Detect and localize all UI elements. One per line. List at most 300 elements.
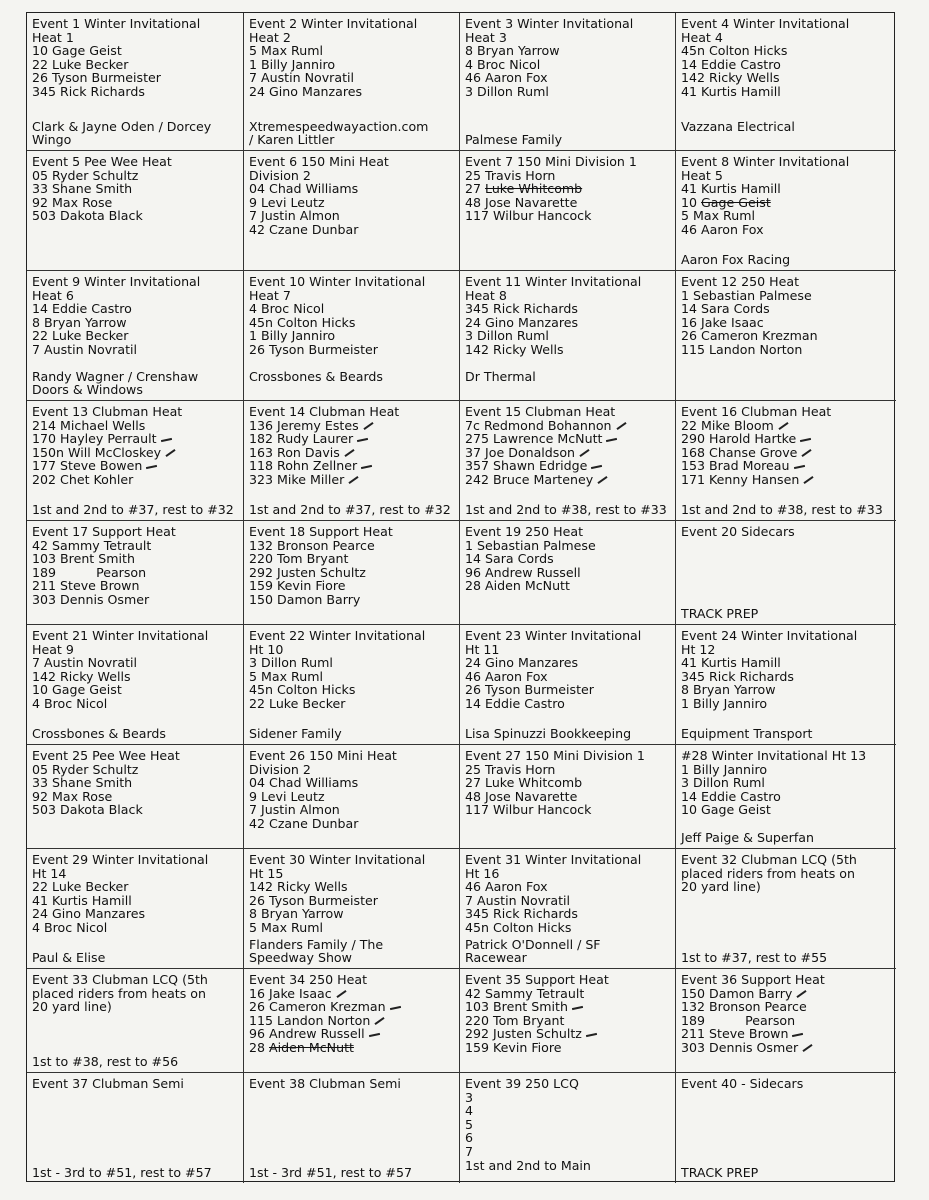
rider-line xyxy=(465,71,670,85)
rider-text: 4 Broc Nicol xyxy=(465,56,541,72)
rider-line xyxy=(465,697,670,711)
event-cell xyxy=(676,1073,896,1183)
rider-line xyxy=(681,44,891,58)
rider-line xyxy=(32,987,238,1001)
rider-text: 4 Broc Nicol xyxy=(249,301,325,317)
event-title: Event 12 250 Heat xyxy=(681,274,800,289)
rider-text: 345 Rick Richards xyxy=(465,906,578,922)
rider-line xyxy=(681,302,891,316)
rider-line xyxy=(465,921,670,935)
rider-line xyxy=(249,343,454,357)
rider-text: 220 Tom Bryant xyxy=(249,551,349,567)
rider-line xyxy=(249,987,454,1001)
sponsor-line: TRACK PREP xyxy=(681,1165,759,1181)
rider-text: 14 Sara Cords xyxy=(681,301,770,317)
event-cell xyxy=(460,1073,676,1183)
rider-line xyxy=(681,1041,891,1055)
rider-text: 503 Dakota Black xyxy=(32,802,143,818)
event-cell xyxy=(27,271,244,401)
rider-text: 150 Damon Barry xyxy=(681,985,793,1001)
rider-line xyxy=(681,763,891,777)
rider-text: 45n Colton Hicks xyxy=(249,314,356,330)
rider-text: 189 Pearson xyxy=(32,564,147,580)
rider-text: 96 Andrew Russell xyxy=(465,564,581,580)
rider-line xyxy=(32,921,238,935)
rider-line xyxy=(681,776,891,790)
handwritten-check-mark xyxy=(349,476,359,484)
rider-text: 45n Colton Hicks xyxy=(681,43,788,59)
rider-line xyxy=(32,670,238,684)
rider-line xyxy=(249,289,454,303)
rider-text: 41 Kurtis Hamill xyxy=(681,655,781,671)
rider-text: 8 Bryan Yarrow xyxy=(249,906,344,922)
handwritten-check-mark xyxy=(586,1033,597,1037)
event-cell xyxy=(244,521,460,625)
sponsor-line: Lisa Spinuzzi Bookkeeping xyxy=(465,726,632,742)
handwritten-check-mark xyxy=(616,422,626,430)
event-sponsor-note xyxy=(32,1166,239,1180)
sponsor-line: Aaron Fox Racing xyxy=(681,252,791,268)
rider-text: 345 Rick Richards xyxy=(32,83,145,99)
rider-text: 33 Shane Smith xyxy=(32,775,133,791)
event-title: Event 39 250 LCQ xyxy=(465,1076,579,1091)
rider-line xyxy=(681,987,891,1001)
event-cell xyxy=(676,271,896,401)
rider-text: 05 Ryder Schultz xyxy=(32,761,139,777)
rider-text: 117 Wilbur Hancock xyxy=(465,802,592,818)
event-cell xyxy=(676,625,896,745)
event-cell xyxy=(244,13,460,151)
rider-line xyxy=(32,1000,238,1014)
rider-line xyxy=(465,1159,670,1173)
event-title: Event 21 Winter Invitational xyxy=(32,628,209,643)
event-cell xyxy=(460,151,676,271)
rider-line xyxy=(32,907,238,921)
rider-line xyxy=(32,803,238,817)
sponsor-line: Xtremespeedwayaction.com xyxy=(249,118,429,134)
rider-text: 92 Max Rose xyxy=(32,788,113,804)
sponsor-line: Jeff Paige & Superfan xyxy=(681,830,814,846)
rider-line xyxy=(32,58,238,72)
handwritten-check-mark xyxy=(778,422,788,430)
event-sponsor-note xyxy=(465,938,671,965)
rider-line xyxy=(249,697,454,711)
handwritten-check-mark xyxy=(572,1006,583,1010)
rider-line xyxy=(249,817,454,831)
event-title: Event 8 Winter Invitational xyxy=(681,154,850,169)
rider-text: 33 Shane Smith xyxy=(32,181,133,197)
rider-text: 37 Joe Donaldson xyxy=(465,444,576,460)
event-title: Event 9 Winter Invitational xyxy=(32,274,201,289)
race-program-grid xyxy=(26,12,895,1182)
rider-line xyxy=(465,803,670,817)
event-sponsor-note xyxy=(249,503,455,517)
rider-text: 9 Levi Leutz xyxy=(249,194,325,210)
rider-line xyxy=(32,302,238,316)
rider-line xyxy=(681,209,891,223)
rider-line xyxy=(465,196,670,210)
sponsor-line: Crossbones & Beards xyxy=(249,368,383,384)
event-title: Event 5 Pee Wee Heat xyxy=(32,154,172,169)
rider-text: 3 xyxy=(465,1089,474,1105)
rider-text: Heat 2 xyxy=(249,29,291,45)
handwritten-check-mark xyxy=(804,476,814,484)
rider-line xyxy=(249,579,454,593)
rider-text: 1st and 2nd to Main xyxy=(465,1157,591,1173)
rider-line xyxy=(465,85,670,99)
sponsor-line: / Karen Littler xyxy=(249,132,335,148)
handwritten-check-mark xyxy=(361,465,372,469)
event-sponsor-note xyxy=(32,120,239,147)
rider-text: Ht 14 xyxy=(32,865,67,881)
rider-text: 10 Gage Geist xyxy=(32,682,122,698)
event-cell xyxy=(244,745,460,849)
rider-text: 04 Chad Williams xyxy=(249,775,359,791)
rider-text: Division 2 xyxy=(249,761,311,777)
sponsor-line: Patrick O'Donnell / SF xyxy=(465,936,601,952)
event-cell xyxy=(244,969,460,1073)
rider-text: 159 Kevin Fiore xyxy=(465,1039,562,1055)
rider-line xyxy=(465,1104,670,1118)
rider-text: 5 Max Ruml xyxy=(249,43,323,59)
event-title: Event 37 Clubman Semi xyxy=(32,1076,184,1091)
rider-text: 20 yard line) xyxy=(681,879,761,895)
event-title: Event 4 Winter Invitational xyxy=(681,16,850,31)
event-title: #28 Winter Invitational Ht 13 xyxy=(681,748,867,763)
rider-text: 8 Bryan Yarrow xyxy=(465,43,560,59)
rider-line xyxy=(249,182,454,196)
rider-text: 7 Justin Almon xyxy=(249,208,340,224)
rider-text: 24 Gino Manzares xyxy=(465,314,579,330)
rider-text: 24 Gino Manzares xyxy=(32,906,146,922)
rider-line xyxy=(465,1014,670,1028)
rider-line xyxy=(32,566,238,580)
rider-text: 1 Billy Janniro xyxy=(249,328,336,344)
rider-text: 1 Billy Janniro xyxy=(681,761,768,777)
rider-text: 357 Shawn Edridge xyxy=(465,458,588,474)
event-sponsor-note xyxy=(249,370,455,397)
rider-text: 28 xyxy=(249,1039,270,1055)
handwritten-check-mark xyxy=(344,449,354,457)
rider-line xyxy=(32,683,238,697)
rider-text: 150n Will McCloskey xyxy=(32,444,162,460)
rider-line xyxy=(32,329,238,343)
rider-line xyxy=(681,656,891,670)
rider-text: 5 xyxy=(465,1116,474,1132)
rider-line xyxy=(32,867,238,881)
rider-text: Heat 1 xyxy=(32,29,74,45)
rider-line xyxy=(681,867,891,881)
rider-line xyxy=(465,670,670,684)
event-cell xyxy=(244,271,460,401)
handwritten-check-mark xyxy=(579,449,589,457)
rider-text: 4 xyxy=(465,1103,474,1119)
rider-text: 14 Eddie Castro xyxy=(681,56,781,72)
rider-line xyxy=(32,473,238,487)
rider-line xyxy=(465,1145,670,1159)
event-title: Event 25 Pee Wee Heat xyxy=(32,748,180,763)
event-title: Event 30 Winter Invitational xyxy=(249,852,426,867)
rider-text: 7 Justin Almon xyxy=(249,802,340,818)
rider-text: 41 Kurtis Hamill xyxy=(681,181,781,197)
rider-text: 14 Eddie Castro xyxy=(32,301,132,317)
rider-line xyxy=(249,1027,454,1041)
rider-text: 214 Michael Wells xyxy=(32,417,146,433)
rider-text: 7c Redmond Bohannon xyxy=(465,417,612,433)
rider-text: 5 Max Ruml xyxy=(681,208,755,224)
sponsor-line: 1st and 2nd to #38, rest to #33 xyxy=(465,502,667,518)
rider-line xyxy=(32,31,238,45)
event-cell xyxy=(460,745,676,849)
event-title: Event 36 Support Heat xyxy=(681,972,825,987)
rider-text: Ht 11 xyxy=(465,641,500,657)
rider-text: 211 Steve Brown xyxy=(681,1026,789,1042)
rider-text: 10 Gage Geist xyxy=(32,43,122,59)
rider-line xyxy=(465,302,670,316)
event-title: Event 31 Winter Invitational xyxy=(465,852,642,867)
event-cell xyxy=(676,13,896,151)
rider-line xyxy=(249,302,454,316)
struck-rider-name: Gage Geist xyxy=(701,194,771,210)
event-sponsor-note xyxy=(32,727,239,741)
event-sponsor-note xyxy=(32,1055,239,1069)
rider-line xyxy=(249,790,454,804)
rider-text: 10 Gage Geist xyxy=(681,802,771,818)
rider-text: 24 Gino Manzares xyxy=(465,655,579,671)
event-sponsor-note xyxy=(681,831,892,845)
rider-line xyxy=(681,223,891,237)
rider-text: 46 Aaron Fox xyxy=(465,879,548,895)
rider-line xyxy=(465,316,670,330)
rider-text: 48 Jose Navarette xyxy=(465,194,578,210)
rider-line xyxy=(465,432,670,446)
rider-line xyxy=(32,71,238,85)
rider-text: 42 Czane Dunbar xyxy=(249,815,359,831)
struck-rider-name: Aiden McNutt xyxy=(269,1039,354,1055)
rider-text: 103 Brent Smith xyxy=(465,999,568,1015)
event-title: Event 32 Clubman LCQ (5th xyxy=(681,852,857,867)
rider-line xyxy=(681,169,891,183)
rider-line xyxy=(32,552,238,566)
rider-line xyxy=(465,880,670,894)
rider-text: 189 Pearson xyxy=(681,1012,796,1028)
event-sponsor-note xyxy=(681,120,892,147)
rider-text: 118 Rohn Zellner xyxy=(249,458,358,474)
event-cell xyxy=(27,745,244,849)
sponsor-line: Speedway Show xyxy=(249,950,352,966)
event-cell xyxy=(460,521,676,625)
rider-line xyxy=(249,539,454,553)
rider-text: 132 Bronson Pearce xyxy=(681,999,807,1015)
rider-line xyxy=(249,867,454,881)
rider-text: 16 Jake Isaac xyxy=(249,985,332,1001)
event-title: Event 22 Winter Invitational xyxy=(249,628,426,643)
rider-line xyxy=(465,867,670,881)
rider-line xyxy=(465,1091,670,1105)
rider-line xyxy=(465,566,670,580)
event-sponsor-note xyxy=(465,503,671,517)
event-title: Event 11 Winter Invitational xyxy=(465,274,642,289)
event-title: Event 29 Winter Invitational xyxy=(32,852,209,867)
rider-line xyxy=(681,790,891,804)
sponsor-line xyxy=(465,383,671,397)
rider-line xyxy=(32,446,238,460)
event-sponsor-note xyxy=(32,503,239,517)
rider-text: Ht 15 xyxy=(249,865,284,881)
rider-text: 170 Hayley Perrault xyxy=(32,431,157,447)
rider-line xyxy=(465,329,670,343)
rider-line xyxy=(32,593,238,607)
handwritten-check-mark xyxy=(591,465,602,469)
rider-text: 150 Damon Barry xyxy=(249,591,361,607)
rider-text: 48 Jose Navarette xyxy=(465,788,578,804)
rider-line xyxy=(681,329,891,343)
rider-text: 22 Luke Becker xyxy=(249,695,346,711)
event-cell xyxy=(676,521,896,625)
rider-line xyxy=(681,85,891,99)
rider-text: 1 Billy Janniro xyxy=(249,56,336,72)
rider-text: 42 Sammy Tetrault xyxy=(465,985,585,1001)
event-title: Event 23 Winter Invitational xyxy=(465,628,642,643)
rider-line xyxy=(681,71,891,85)
rider-line xyxy=(465,343,670,357)
event-cell xyxy=(27,401,244,521)
handwritten-check-mark xyxy=(375,1017,385,1025)
handwritten-check-mark xyxy=(792,1033,803,1037)
rider-line xyxy=(32,776,238,790)
rider-text: 26 Tyson Burmeister xyxy=(32,70,161,86)
handwritten-check-mark xyxy=(363,422,373,430)
rider-text: 292 Justen Schultz xyxy=(249,564,366,580)
rider-text: 24 Gino Manzares xyxy=(249,83,363,99)
rider-text: 292 Justen Schultz xyxy=(465,1026,582,1042)
rider-line xyxy=(249,71,454,85)
event-title: Event 1 Winter Invitational xyxy=(32,16,201,31)
rider-line xyxy=(681,1000,891,1014)
rider-line xyxy=(32,643,238,657)
rider-line xyxy=(32,85,238,99)
event-title: Event 14 Clubman Heat xyxy=(249,404,400,419)
rider-text: 242 Bruce Marteney xyxy=(465,471,594,487)
rider-line xyxy=(465,776,670,790)
rider-text: 22 Mike Bloom xyxy=(681,417,774,433)
rider-text: 5 Max Ruml xyxy=(249,668,323,684)
rider-text: 4 Broc Nicol xyxy=(32,919,108,935)
rider-line xyxy=(32,894,238,908)
rider-text: 22 Luke Becker xyxy=(32,879,129,895)
rider-text: 1 Sebastian Palmese xyxy=(465,537,596,553)
rider-line xyxy=(681,683,891,697)
rider-line xyxy=(465,169,670,183)
rider-text: 25 Travis Horn xyxy=(465,167,556,183)
rider-text: 22 Luke Becker xyxy=(32,328,129,344)
rider-text: 163 Ron Davis xyxy=(249,444,340,460)
rider-text: 26 Tyson Burmeister xyxy=(465,682,594,698)
rider-line xyxy=(249,880,454,894)
rider-text: 6 xyxy=(465,1130,474,1146)
handwritten-check-mark xyxy=(336,990,346,998)
rider-text: 7 Austin Novratil xyxy=(465,892,571,908)
rider-line xyxy=(681,31,891,45)
rider-text: 1 Billy Janniro xyxy=(681,695,768,711)
sponsor-line: 1st and 2nd to #38, rest to #33 xyxy=(681,502,883,518)
rider-line xyxy=(465,894,670,908)
sponsor-line: Crossbones & Beards xyxy=(32,726,166,742)
event-sponsor-note xyxy=(249,938,455,965)
event-cell xyxy=(676,745,896,849)
rider-text: 275 Lawrence McNutt xyxy=(465,431,603,447)
event-title: Event 7 150 Mini Division 1 xyxy=(465,154,637,169)
event-sponsor-note xyxy=(681,727,892,741)
event-title: Event 24 Winter Invitational xyxy=(681,628,858,643)
event-cell xyxy=(460,13,676,151)
rider-text: 41 Kurtis Hamill xyxy=(32,892,132,908)
event-title: Event 15 Clubman Heat xyxy=(465,404,616,419)
event-cell xyxy=(244,151,460,271)
rider-line xyxy=(249,907,454,921)
handwritten-check-mark xyxy=(797,990,807,998)
sponsor-line: Vazzana Electrical xyxy=(681,118,795,134)
rider-text: 46 Aaron Fox xyxy=(465,70,548,86)
event-title: Event 20 Sidecars xyxy=(681,524,795,539)
rider-line xyxy=(681,446,891,460)
rider-text: Heat 5 xyxy=(681,167,723,183)
rider-text: 303 Dennis Osmer xyxy=(32,591,150,607)
event-cell xyxy=(27,625,244,745)
rider-line xyxy=(681,289,891,303)
rider-line xyxy=(465,790,670,804)
rider-line xyxy=(465,182,670,196)
rider-text: 117 Wilbur Hancock xyxy=(465,208,592,224)
sponsor-line: Sidener Family xyxy=(249,726,342,742)
rider-line xyxy=(681,432,891,446)
rider-text: 3 Dillon Ruml xyxy=(465,83,549,99)
rider-line xyxy=(465,1118,670,1132)
rider-line xyxy=(465,907,670,921)
rider-line xyxy=(249,85,454,99)
rider-text: Ht 10 xyxy=(249,641,284,657)
rider-text: 46 Aaron Fox xyxy=(465,668,548,684)
event-cell xyxy=(676,401,896,521)
rider-text: 3 Dillon Ruml xyxy=(681,775,765,791)
rider-line xyxy=(681,880,891,894)
rider-text: 05 Ryder Schultz xyxy=(32,167,139,183)
sponsor-line: Dr Thermal xyxy=(465,368,536,384)
event-cell xyxy=(460,969,676,1073)
rider-line xyxy=(249,643,454,657)
rider-line xyxy=(249,316,454,330)
event-cell xyxy=(244,1073,460,1183)
sponsor-line: Racewear xyxy=(465,950,527,966)
rider-text: 177 Steve Bowen xyxy=(32,458,143,474)
rider-line xyxy=(465,446,670,460)
rider-line xyxy=(681,670,891,684)
rider-line xyxy=(465,473,670,487)
event-sponsor-note xyxy=(249,120,455,147)
event-sponsor-note xyxy=(681,503,892,517)
handwritten-check-mark xyxy=(606,438,617,442)
event-cell xyxy=(676,969,896,1073)
sponsor-line: Equipment Transport xyxy=(681,726,813,742)
rider-text: 8 Bryan Yarrow xyxy=(681,682,776,698)
rider-line xyxy=(32,697,238,711)
rider-line xyxy=(249,169,454,183)
rider-line xyxy=(681,316,891,330)
rider-line xyxy=(681,643,891,657)
rider-text: 3 Dillon Ruml xyxy=(465,328,549,344)
rider-line xyxy=(249,670,454,684)
sponsor-line: Doors & Windows xyxy=(32,382,143,398)
